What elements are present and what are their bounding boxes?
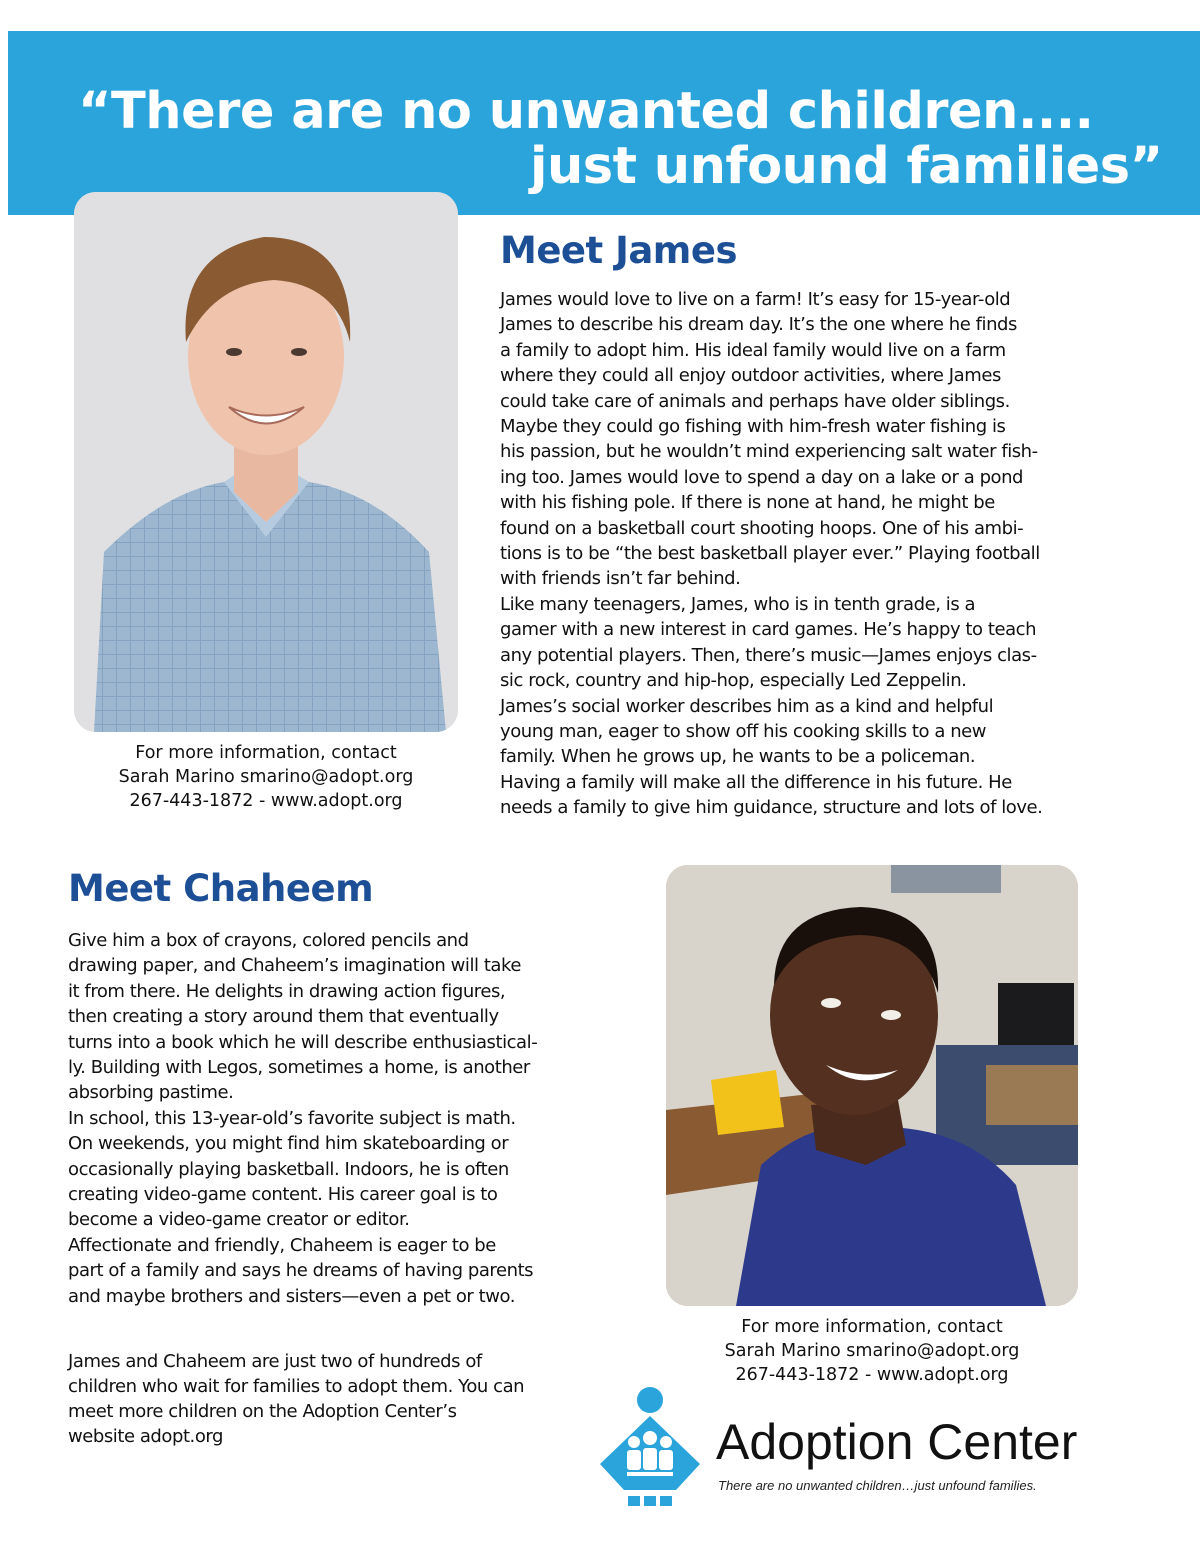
bio-line: then creating a story around them that eventually	[68, 1006, 499, 1028]
bio-line: James’s social worker describes him as a kind and helpful	[500, 695, 994, 717]
bio-line: occasionally playing basketball. Indoors, he is often	[68, 1158, 509, 1180]
closing-paragraph	[68, 1349, 628, 1449]
james-bio	[500, 287, 1150, 821]
chaheem-contact-caption	[666, 1315, 1078, 1387]
closing-line: children who wait for families to adopt them. You can	[68, 1376, 525, 1397]
contact-line: For more information, contact	[741, 1317, 1003, 1337]
bio-line: Like many teenagers, James, who is in tenth grade, is a	[500, 593, 976, 615]
bio-line: his passion, but he wouldn’t mind experiencing salt water fish-	[500, 441, 1038, 463]
bio-line: ing too. James would love to spend a day on a lake or a pond	[500, 466, 1024, 488]
bio-line: James would love to live on a farm! It’s easy for 15-year-old	[500, 289, 1011, 310]
chaheem-heading: Meet Chaheem	[68, 867, 374, 910]
contact-name-email[interactable]: Sarah Marino smarino@adopt.org	[118, 767, 414, 787]
bio-line: Maybe they could go fishing with him-fresh water fishing is	[500, 416, 1006, 438]
closing-line: James and Chaheem are just two of hundreds of	[68, 1351, 482, 1372]
contact-phone-website[interactable]: 267-443-1872 - www.adopt.org	[735, 1365, 1009, 1385]
bio-line: where they could all enjoy outdoor activities, where James	[500, 365, 1001, 387]
bio-line: On weekends, you might find him skateboarding or	[68, 1133, 509, 1155]
bio-line: family. When he grows up, he wants to be a policeman.	[500, 746, 976, 768]
bio-line: needs a family to give him guidance, structure and lots of love.	[500, 797, 1043, 819]
chaheem-photo	[666, 865, 1078, 1306]
bio-line: part of a family and says he dreams of having parents	[68, 1260, 534, 1282]
adoption-center-logo-icon	[596, 1386, 704, 1508]
closing-line[interactable]: website adopt.org	[68, 1426, 224, 1447]
bio-line: it from there. He delights in drawing action figures,	[68, 980, 506, 1002]
bio-line: sic rock, country and hip-hop, especially Led Zeppelin.	[500, 670, 967, 692]
chaheem-bio	[68, 928, 628, 1309]
banner-quote-line-1: “There are no unwanted children....	[78, 82, 1094, 141]
bio-line: gamer with a new interest in card games. He’s happy to teach	[500, 619, 1037, 641]
bio-line: with friends isn’t far behind.	[500, 568, 741, 590]
bio-line: drawing paper, and Chaheem’s imagination will take	[68, 955, 521, 977]
bio-line: could take care of animals and perhaps have older siblings.	[500, 390, 1010, 412]
organization-name: Adoption Center	[716, 1414, 1078, 1470]
banner-quote-line-2: just unfound families”	[530, 137, 1163, 196]
bio-line: and maybe brothers and sisters—even a pet or two.	[68, 1285, 516, 1307]
bio-line: creating video-game content. His career goal is to	[68, 1184, 498, 1206]
contact-name-email[interactable]: Sarah Marino smarino@adopt.org	[724, 1341, 1020, 1361]
bio-line: Affectionate and friendly, Chaheem is eager to be	[68, 1234, 496, 1256]
bio-line: young man, eager to show off his cooking skills to a new	[500, 720, 987, 742]
bio-line: turns into a book which he will describe enthusiastical-	[68, 1031, 538, 1053]
bio-line: found on a basketball court shooting hoops. One of his ambi-	[500, 517, 1024, 539]
bio-line: In school, this 13-year-old’s favorite subject is math.	[68, 1107, 516, 1129]
james-photo	[74, 192, 458, 732]
organization-tagline: There are no unwanted children…just unfound families.	[718, 1478, 1037, 1493]
contact-phone-website[interactable]: 267-443-1872 - www.adopt.org	[129, 791, 403, 811]
bio-line: ly. Building with Legos, sometimes a home, is another	[68, 1057, 530, 1079]
bio-line: tions is to be “the best basketball player ever.” Playing football	[500, 543, 1040, 565]
james-contact-caption	[74, 741, 458, 813]
contact-line: For more information, contact	[135, 743, 397, 763]
bio-line: absorbing pastime.	[68, 1082, 234, 1104]
bio-line: James to describe his dream day. It’s the one where he finds	[500, 314, 1017, 336]
bio-line: any potential players. Then, there’s music—James enjoys clas-	[500, 644, 1037, 666]
james-heading: Meet James	[500, 229, 737, 272]
bio-line: a family to adopt him. His ideal family would live on a farm	[500, 339, 1006, 361]
bio-line: Having a family will make all the difference in his future. He	[500, 771, 1012, 793]
closing-line: meet more children on the Adoption Center’s	[68, 1401, 457, 1422]
bio-line: Give him a box of crayons, colored pencils and	[68, 930, 469, 951]
bio-line: with his fishing pole. If there is none at hand, he might be	[500, 492, 995, 514]
bio-line: become a video-game creator or editor.	[68, 1209, 410, 1231]
